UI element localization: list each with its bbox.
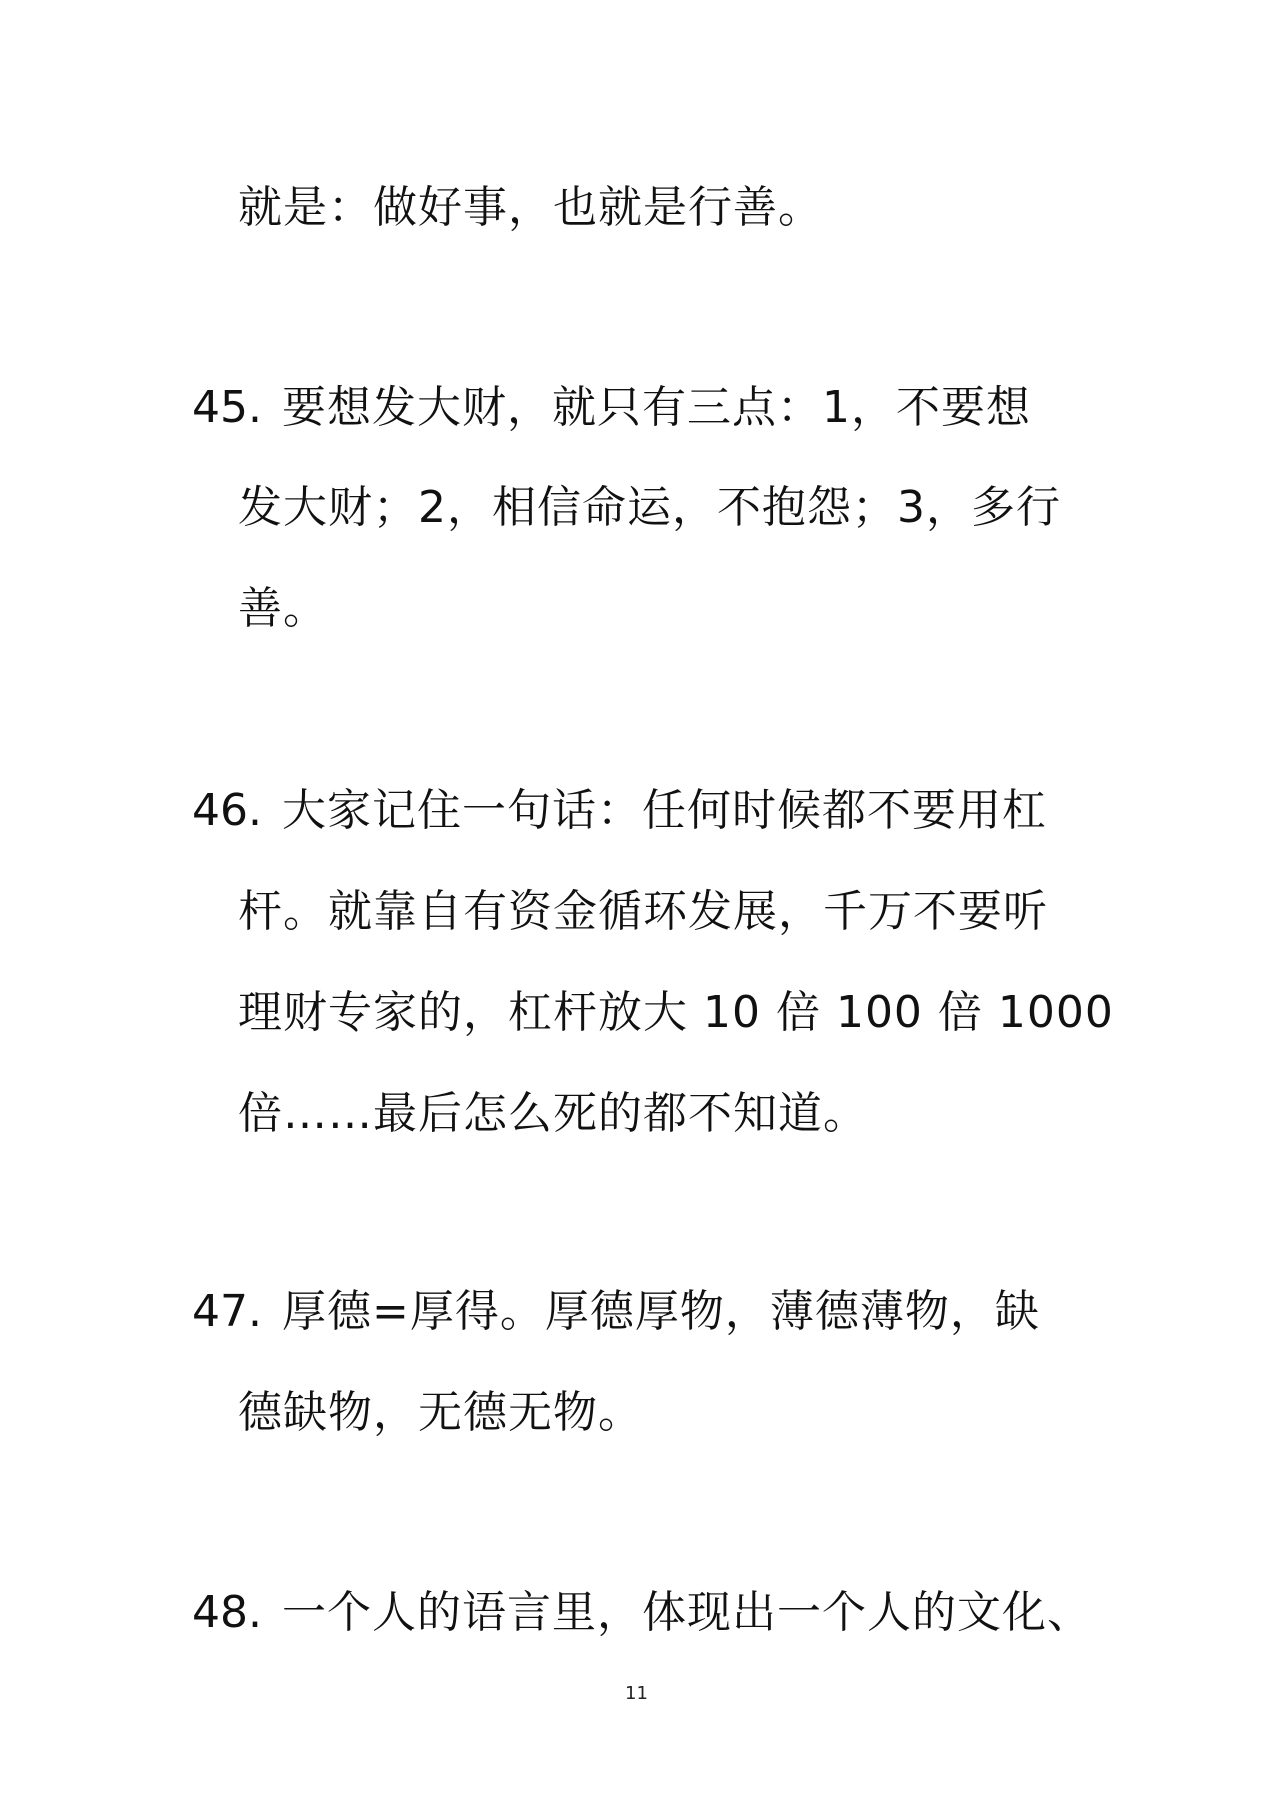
paragraph-line: 发大财；2，相信命运，不抱怨；3，多行	[238, 482, 1061, 533]
paragraph-line: 一个人的语言里，体现出一个人的文化、	[282, 1587, 1092, 1638]
paragraph-line: 杆。就靠自有资金循环发展，千万不要听	[238, 886, 1048, 937]
paragraph-line: 要想发大财，就只有三点：1，不要想	[282, 382, 1031, 433]
paragraph-line: 倍……最后怎么死的都不知道。	[238, 1088, 868, 1139]
paragraph-line: 厚德=厚得。厚德厚物，薄德薄物，缺	[282, 1286, 1040, 1337]
page-number: 11	[625, 1683, 648, 1704]
item-number: 47.	[192, 1286, 262, 1337]
paragraph-line: 理财专家的，杠杆放大 10 倍 100 倍 1000	[238, 987, 1114, 1038]
item-number: 48.	[192, 1587, 262, 1638]
paragraph-line: 大家记住一句话：任何时候都不要用杠	[282, 785, 1047, 836]
item-number: 45.	[192, 382, 262, 433]
paragraph-line: 就是：做好事，也就是行善。	[238, 182, 823, 233]
paragraph-line: 德缺物，无德无物。	[238, 1387, 643, 1438]
item-number: 46.	[192, 785, 262, 836]
paragraph-line: 善。	[238, 583, 328, 634]
